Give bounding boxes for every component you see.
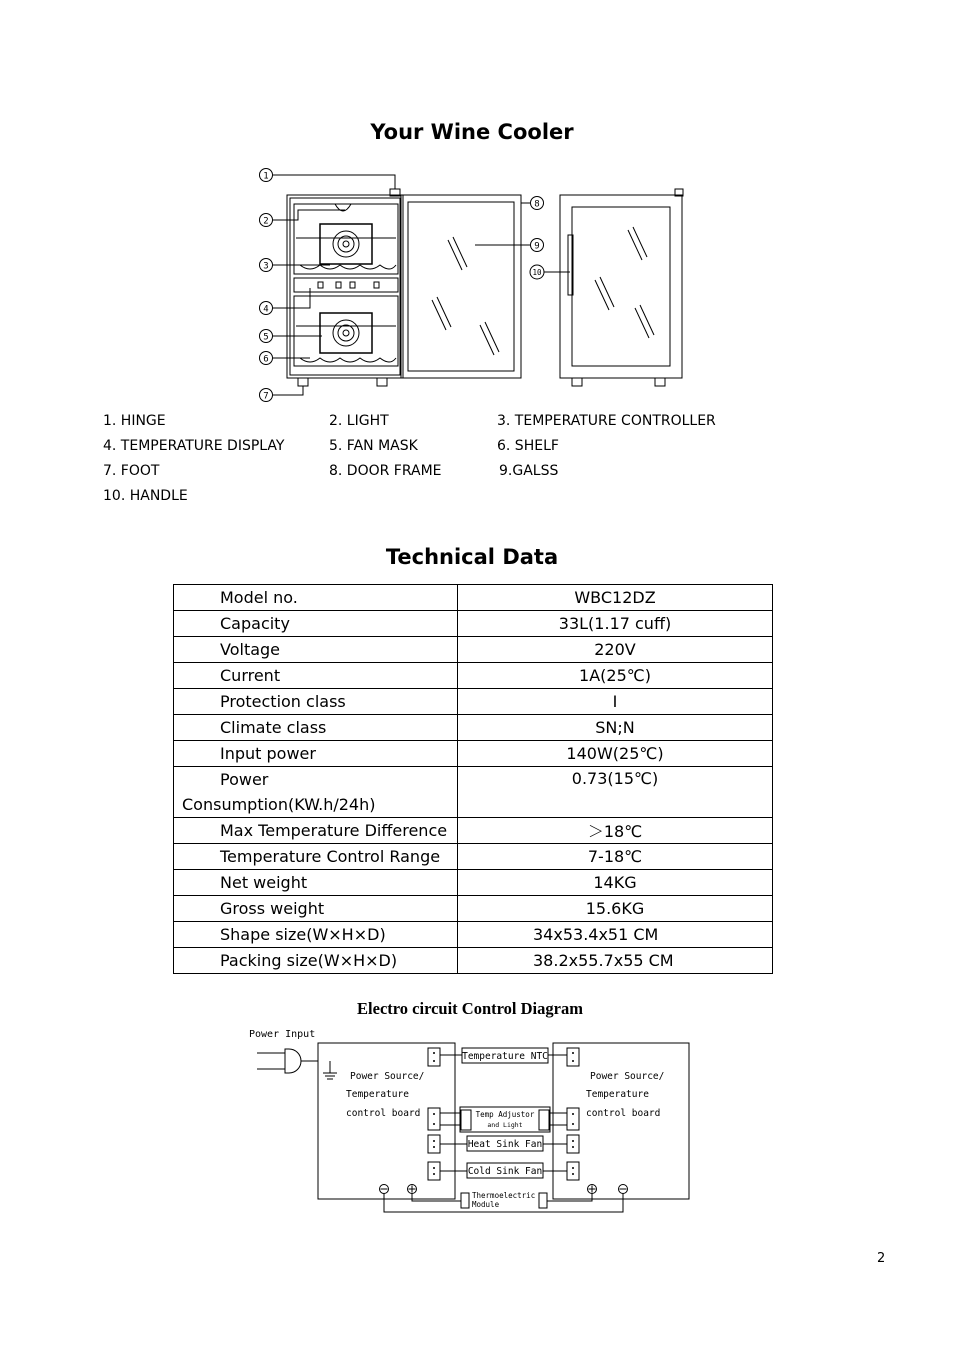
- spec-label: Shape size(W×H×D): [174, 922, 458, 948]
- heat-sink-fan-label: Heat Sink Fan: [467, 1139, 543, 1150]
- temp-adjustor-line1: Temp Adjustor: [475, 1110, 535, 1119]
- callout-4: 4: [263, 304, 269, 315]
- temperature-ntc-label: Temperature NTC: [462, 1051, 548, 1062]
- table-row: [174, 637, 773, 663]
- board-left-line2: Temperature: [346, 1089, 409, 1100]
- spec-label: Gross weight: [174, 896, 458, 922]
- part-fan-mask: 5. FAN MASK: [329, 438, 418, 454]
- spec-label: Packing size(W×H×D): [174, 948, 458, 974]
- spec-value: SN;N: [458, 715, 773, 741]
- spec-value: 38.2x55.7x55 CM: [458, 948, 773, 974]
- spec-label: Net weight: [174, 870, 458, 896]
- spec-value: 140W(25℃): [458, 741, 773, 767]
- part-light: 2. LIGHT: [329, 413, 389, 429]
- part-shelf: 6. SHELF: [497, 438, 559, 454]
- callout-7: 7: [263, 391, 269, 402]
- spec-value: WBC12DZ: [458, 585, 773, 611]
- heading-your-wine-cooler: Your Wine Cooler: [370, 120, 574, 144]
- cold-sink-fan-label: Cold Sink Fan: [467, 1166, 543, 1177]
- thermoelectric-line2: Module: [472, 1200, 500, 1209]
- spec-label: Climate class: [174, 715, 458, 741]
- spec-label-line2: Consumption(KW.h/24h): [182, 795, 376, 814]
- spec-label: Input power: [174, 741, 458, 767]
- table-row: [174, 663, 773, 689]
- spec-label: Capacity: [174, 611, 458, 637]
- spec-label: Current: [174, 663, 458, 689]
- part-hinge: 1. HINGE: [103, 413, 166, 429]
- board-left-line1: Power Source/: [350, 1071, 425, 1082]
- part-temperature-display: 4. TEMPERATURE DISPLAY: [103, 438, 285, 454]
- callout-1: 1: [263, 171, 269, 182]
- board-right-line3: control board: [586, 1108, 661, 1119]
- spec-label: Model no.: [174, 585, 458, 611]
- page-number: 2: [877, 1251, 886, 1266]
- wine-cooler-drawing: [250, 160, 700, 405]
- part-door-frame: 8. DOOR FRAME: [329, 463, 442, 479]
- table-row: [174, 689, 773, 715]
- board-right-line1: Power Source/: [590, 1071, 665, 1082]
- callout-9: 9: [534, 241, 540, 252]
- table-row: [174, 922, 773, 948]
- callout-5: 5: [263, 332, 269, 343]
- callout-3: 3: [263, 261, 269, 272]
- table-row: [174, 818, 773, 844]
- board-right-line2: Temperature: [586, 1089, 649, 1100]
- table-row: [174, 741, 773, 767]
- table-row: [174, 870, 773, 896]
- table-row: [174, 611, 773, 637]
- table-row: [174, 585, 773, 611]
- spec-value: 220V: [458, 637, 773, 663]
- spec-value: ＞18℃: [458, 818, 773, 844]
- part-foot: 7. FOOT: [103, 463, 160, 479]
- technical-data-table: [173, 584, 773, 974]
- spec-label: Voltage: [174, 637, 458, 663]
- part-glass: 9.GALSS: [499, 463, 559, 479]
- part-handle: 10. HANDLE: [103, 488, 188, 504]
- callout-8: 8: [534, 199, 540, 210]
- callout-2: 2: [263, 216, 269, 227]
- spec-value: 7-18℃: [458, 844, 773, 870]
- table-row: [174, 767, 773, 818]
- table-row: [174, 844, 773, 870]
- circuit-diagram: [245, 995, 705, 1220]
- spec-value: 34x53.4x51 CM: [458, 922, 773, 948]
- spec-value: 33L(1.17 cuff): [458, 611, 773, 637]
- callout-6: 6: [263, 354, 269, 365]
- power-input-label: Power Input: [249, 1029, 316, 1040]
- spec-value: 15.6KG: [458, 896, 773, 922]
- spec-label: [174, 767, 458, 818]
- spec-label: Max Temperature Difference: [174, 818, 458, 844]
- table-row: [174, 948, 773, 974]
- temp-adjustor-line2: and Light: [487, 1121, 523, 1129]
- spec-value: 1A(25℃): [458, 663, 773, 689]
- table-row: [174, 715, 773, 741]
- spec-value: 0.73(15℃): [458, 767, 773, 818]
- spec-label-line1: Power: [220, 770, 269, 789]
- diagram-title: Electro circuit Control Diagram: [357, 999, 583, 1018]
- callout-10: 10: [532, 268, 542, 277]
- thermoelectric-line1: Thermoelectric: [472, 1191, 536, 1200]
- spec-value: 14KG: [458, 870, 773, 896]
- spec-label: Protection class: [174, 689, 458, 715]
- part-temperature-controller: 3. TEMPERATURE CONTROLLER: [497, 413, 716, 429]
- table-row: [174, 896, 773, 922]
- spec-value: Ⅰ: [458, 689, 773, 715]
- spec-label: Temperature Control Range: [174, 844, 458, 870]
- heading-technical-data: Technical Data: [385, 545, 559, 569]
- board-left-line3: control board: [346, 1108, 421, 1119]
